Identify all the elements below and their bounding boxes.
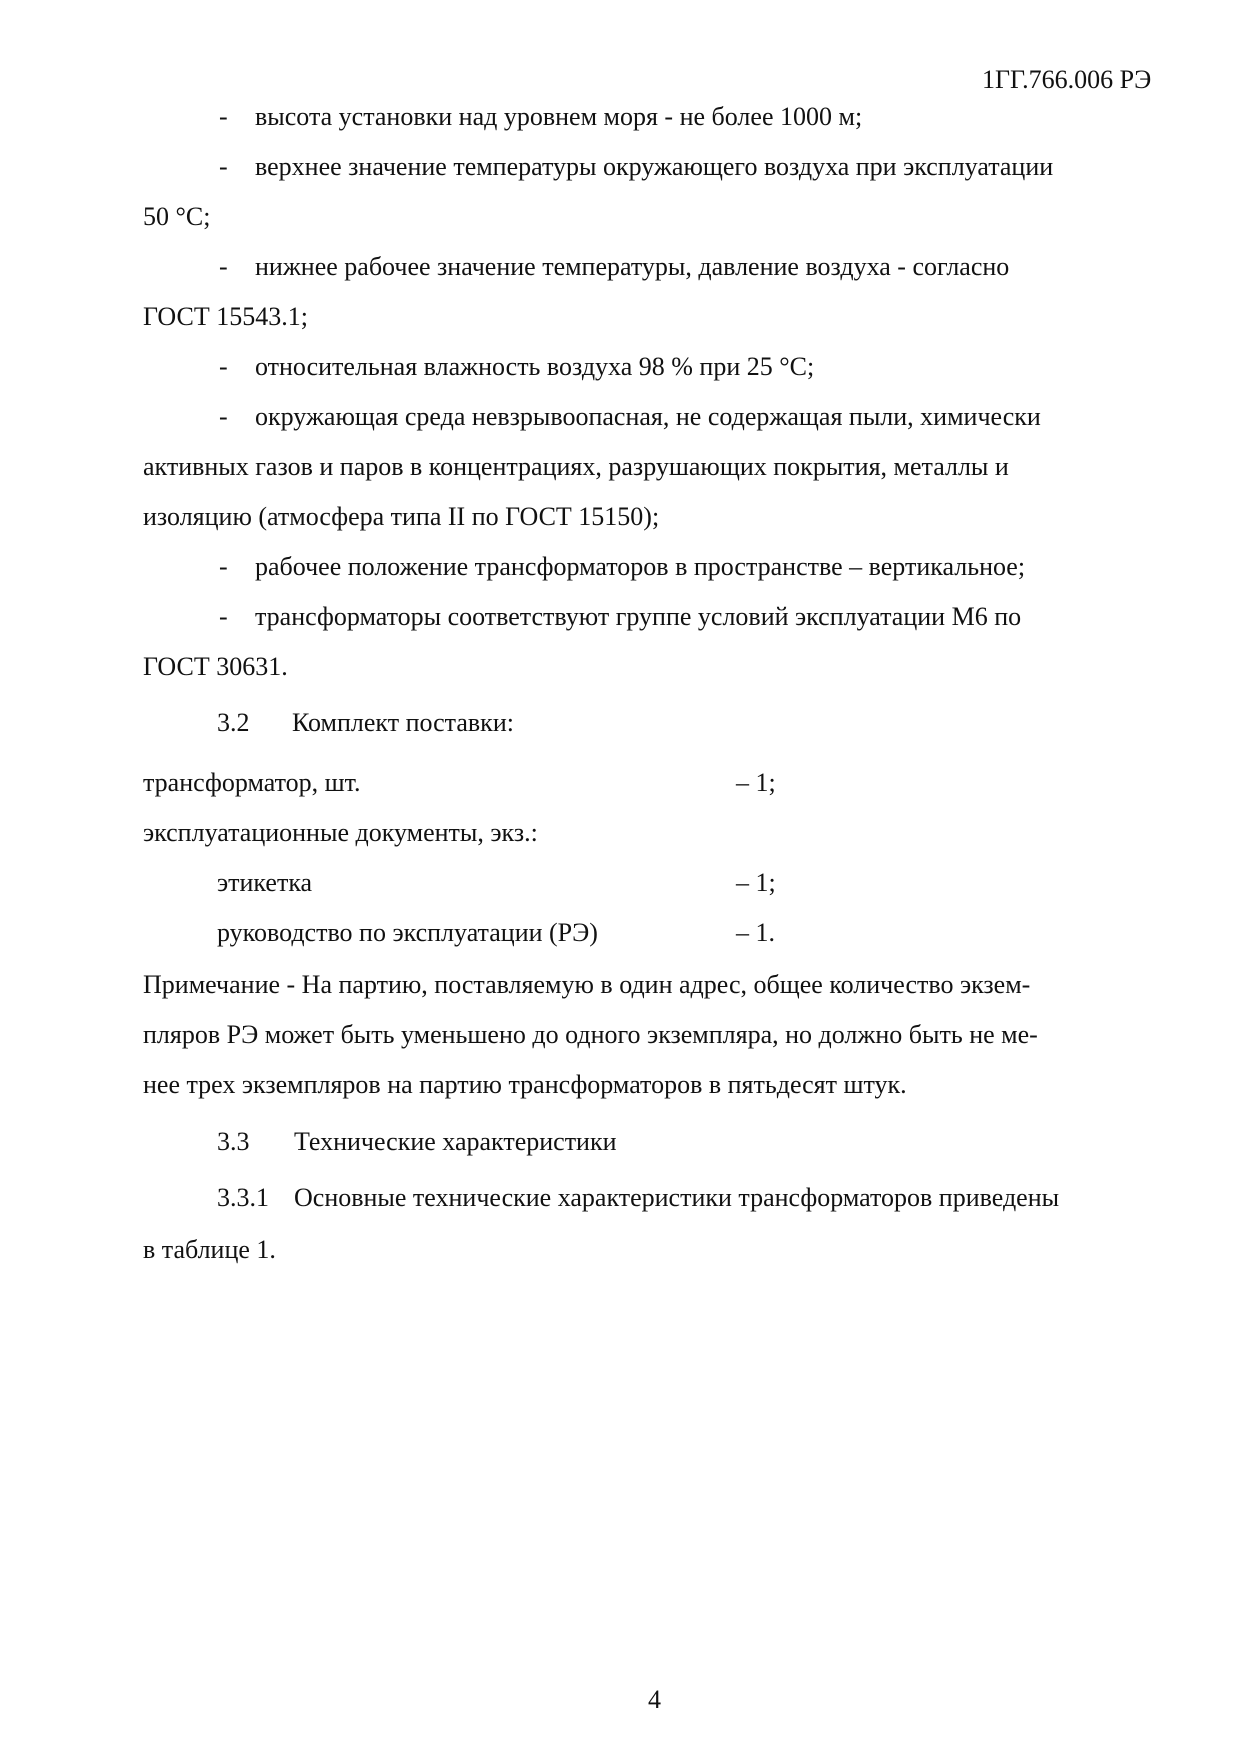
bullet-dash: -	[219, 402, 228, 431]
document-code: 1ГГ.766.006 РЭ	[982, 65, 1152, 94]
section-title: Комплект поставки:	[292, 708, 514, 737]
condition-text-continued: ГОСТ 15543.1;	[143, 302, 308, 331]
delivery-item-quantity: – 1;	[736, 868, 776, 897]
note-line: пляров РЭ может быть уменьшено до одного экземпляра, но должно быть не ме-	[143, 1020, 1038, 1049]
condition-text-continued: изоляцию (атмосфера типа II по ГОСТ 15150);	[143, 502, 660, 531]
section-number: 3.2	[217, 708, 250, 737]
section-title: Технические характеристики	[294, 1127, 617, 1156]
bullet-dash: -	[219, 552, 228, 581]
subsection-number: 3.3.1	[217, 1183, 269, 1212]
delivery-item-quantity: – 1.	[736, 918, 775, 947]
page-number: 4	[648, 1685, 661, 1714]
note-line: нее трех экземпляров на партию трансформаторов в пятьдесят штук.	[143, 1070, 907, 1099]
delivery-item-label: этикетка	[217, 868, 313, 897]
bullet-dash: -	[219, 152, 228, 181]
condition-text: высота установки над уровнем моря - не более 1000 м;	[255, 102, 863, 131]
delivery-item-label: эксплуатационные документы, экз.:	[143, 818, 538, 847]
delivery-item-quantity: – 1;	[736, 768, 776, 797]
section-number: 3.3	[217, 1127, 250, 1156]
condition-text: окружающая среда невзрывоопасная, не содержащая пыли, химически	[255, 402, 1041, 431]
condition-text: нижнее рабочее значение температуры, давление воздуха - согласно	[255, 252, 1010, 281]
condition-text-continued: активных газов и паров в концентрациях, разрушающих покрытия, металлы и	[143, 452, 1009, 481]
condition-text: верхнее значение температуры окружающего воздуха при эксплуатации	[255, 152, 1054, 181]
note-line: Примечание - На партию, поставляемую в один адрес, общее количество экзем-	[143, 970, 1031, 999]
bullet-dash: -	[219, 352, 228, 381]
condition-text: трансформаторы соответствуют группе условий эксплуатации М6 по	[255, 602, 1022, 631]
subsection-text-continued: в таблице 1.	[143, 1235, 276, 1264]
bullet-dash: -	[219, 102, 228, 131]
subsection-text: Основные технические характеристики трансформаторов приведены	[294, 1183, 1060, 1212]
condition-text: рабочее положение трансформаторов в пространстве – вертикальное;	[255, 552, 1026, 581]
bullet-dash: -	[219, 602, 228, 631]
bullet-dash: -	[219, 252, 228, 281]
delivery-item-label: трансформатор, шт.	[143, 768, 361, 797]
condition-text-continued: ГОСТ 30631.	[143, 652, 288, 681]
condition-text-continued: 50 °С;	[143, 202, 211, 231]
delivery-item-label: руководство по эксплуатации (РЭ)	[217, 918, 598, 947]
condition-text: относительная влажность воздуха 98 % при 25 °С;	[255, 352, 815, 381]
